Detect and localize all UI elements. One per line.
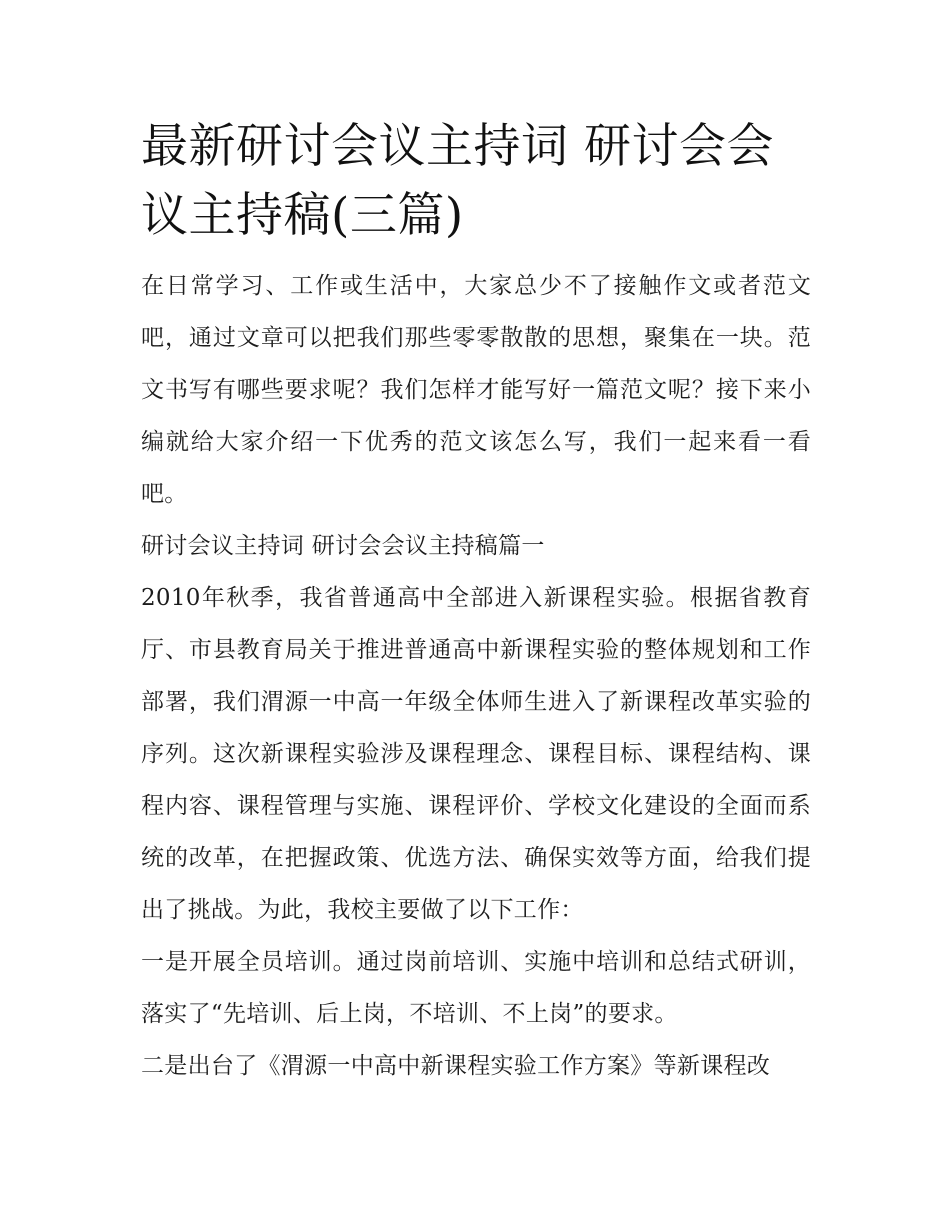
document-content [141, 112, 811, 1092]
body-paragraph: 二是出台了《渭源一中高中新课程实验工作方案》等新课程改 [141, 1053, 771, 1079]
body-paragraph: 一是开展全员培训。通过岗前培训、实施中培训和总结式研训，落实了“先培训、后上岗，不培训、不上岗”的要求。 [141, 949, 811, 1027]
section-heading: 研讨会议主持词 研讨会会议主持稿篇一 [141, 533, 545, 559]
document-title: 最新研讨会议主持词 研讨会会议主持稿(三篇) [141, 119, 774, 243]
intro-paragraph: 在日常学习、工作或生活中，大家总少不了接触作文或者范文吧，通过文章可以把我们那些零零散散的思想，聚集在一块。范文书写有哪些要求呢？我们怎样才能写好一篇范文呢？接下来小编就给大家介绍一下优秀的范文该怎么写，我们一起来看一看吧。 [141, 273, 811, 507]
body-paragraph: 2010年秋季，我省普通高中全部进入新课程实验。根据省教育厅、市县教育局关于推进普通高中新课程实验的整体规划和工作部署，我们渭源一中高一年级全体师生进入了新课程改革实验的序列。这次新课程实验涉及课程理念、课程目标、课程结构、课程内容、课程管理与实施、课程评价、学校文化建设的全面而系统的改革，在把握政策、优选方法、确保实效等方面，给我们提出了挑战。为此，我校主要做了以下工作： [141, 585, 811, 923]
document-body [141, 260, 811, 1092]
